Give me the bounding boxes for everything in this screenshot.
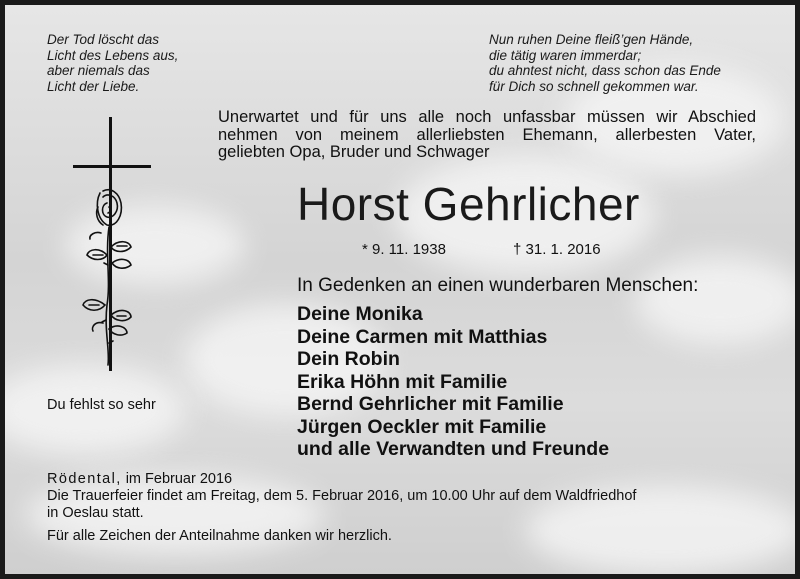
mourner-name: und alle Verwandten und Freunde bbox=[297, 438, 610, 460]
place-name: Rödental, bbox=[47, 471, 122, 487]
mourner-name: Dein Robin bbox=[297, 348, 400, 370]
quote-line: du ahntest nicht, dass schon das Ende bbox=[489, 63, 721, 78]
death-date: † 31. 1. 2016 bbox=[513, 241, 601, 258]
intro-line: geliebten Opa, Bruder und Schwager bbox=[218, 143, 490, 161]
intro-line: nehmen von meinem allerliebsten Ehemann, allerbesten Vater, bbox=[218, 125, 756, 144]
quote-left bbox=[47, 32, 178, 94]
service-line: in Oeslau statt. bbox=[47, 505, 144, 521]
intro-line: Unerwartet und für uns alle noch unfassbar müssen wir Abschied bbox=[218, 108, 756, 126]
memory-line: In Gedenken an einen wunderbaren Menschen: bbox=[297, 275, 699, 296]
birth-date: * 9. 11. 1938 bbox=[362, 241, 446, 258]
quote-line: die tätig waren immerdar; bbox=[489, 47, 642, 63]
quote-line: Der Tod löscht das bbox=[47, 32, 160, 47]
mourners-list bbox=[297, 303, 609, 461]
mourner-name: Bernd Gehrlicher mit Familie bbox=[297, 393, 564, 415]
cross-with-rose bbox=[65, 115, 165, 375]
quote-right bbox=[489, 32, 721, 94]
quote-line: für Dich so schnell gekommen war. bbox=[489, 78, 699, 94]
quote-line: Licht des Lebens aus, bbox=[47, 47, 179, 63]
footer-text bbox=[47, 471, 636, 545]
mourner-name: Deine Carmen mit Matthias bbox=[297, 325, 548, 348]
quote-line: aber niemals das bbox=[47, 63, 150, 78]
intro-text bbox=[218, 109, 756, 162]
service-line: Die Trauerfeier findet am Freitag, dem 5. Februar 2016, um 10.00 Uhr auf dem Waldfriedhof bbox=[47, 488, 637, 504]
side-note: Du fehlst so sehr bbox=[47, 397, 156, 413]
rose-icon bbox=[65, 115, 165, 375]
cloud-shape bbox=[635, 255, 800, 345]
thanks-line: Für alle Zeichen der Anteilnahme danken wir herzlich. bbox=[47, 528, 392, 544]
mourner-name: Erika Höhn mit Familie bbox=[297, 370, 508, 393]
place-date-line bbox=[47, 471, 636, 488]
mourner-name: Deine Monika bbox=[297, 303, 423, 325]
quote-line: Licht der Liebe. bbox=[47, 78, 140, 94]
deceased-name: Horst Gehrlicher bbox=[297, 178, 640, 230]
quote-line: Nun ruhen Deine fleiß’gen Hände, bbox=[489, 32, 694, 47]
notice-date: im Februar 2016 bbox=[125, 471, 233, 487]
mourner-name: Jürgen Oeckler mit Familie bbox=[297, 415, 547, 438]
